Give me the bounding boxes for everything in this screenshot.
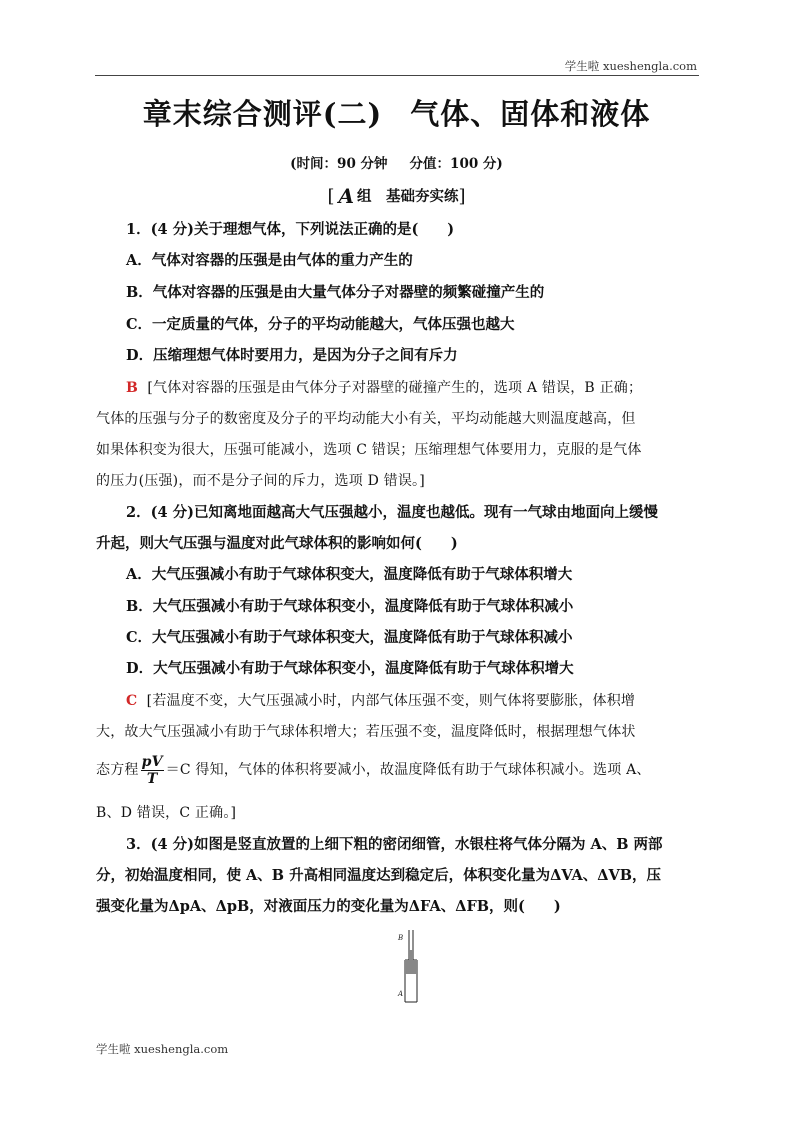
ideal-gas-fraction xyxy=(141,754,164,787)
q2-sol1: [若温度不变，大气压强减小时，内部气体压强不变，则气体将要膨胀，体积增 xyxy=(146,693,636,709)
q2-solution-line1 xyxy=(126,691,730,711)
q2-sol3-post: ＝C 得知，气体的体积将要减小，故温度降低有助于气球体积减小。选项 A、 xyxy=(165,762,651,778)
exam-meta xyxy=(0,152,793,172)
group-badge: A xyxy=(338,184,355,208)
q1-answer: B xyxy=(126,380,139,396)
header-rule xyxy=(95,75,699,76)
q1-solution-line3: 如果体积变为很大，压强可能减小，选项 C 错误；压缩理想气体要用力，克服的是气体 xyxy=(96,442,642,458)
footer-site: 学生啦 xueshengla.com xyxy=(96,1042,229,1056)
q2-option-a: A．大气压强减小有助于气球体积变大，温度降低有助于气球体积增大 xyxy=(126,566,573,583)
q1-stem: 1．(4 分)关于理想气体，下列说法正确的是( ) xyxy=(126,221,455,238)
meta-time: (时间：90 分钟 xyxy=(290,156,388,172)
label-a: A xyxy=(398,990,404,998)
fraction-numerator: pV xyxy=(141,753,163,770)
group-label: 组 基础夯实练 xyxy=(357,188,459,205)
title-part1: 章末综合测评(二) xyxy=(142,97,383,131)
q2-option-c: C．大气压强减小有助于气球体积变大，温度降低有助于气球体积减小 xyxy=(126,629,573,646)
mercury-upper xyxy=(409,950,413,960)
q3-stem-line1: 3．(4 分)如图是竖直放置的上细下粗的密闭细管，水银柱将气体分隔为 A、B 两部 xyxy=(126,836,663,853)
group-bracket-close: ] xyxy=(458,186,466,207)
q2-stem-line1: 2．(4 分)已知离地面越高大气压强越小，温度也越低。现有一气球由地面向上缓慢 xyxy=(126,504,658,521)
tube-diagram xyxy=(395,928,425,1008)
q2-option-b: B．大气压强减小有助于气球体积变小，温度降低有助于气球体积减小 xyxy=(126,598,574,615)
q2-stem-line2: 升起，则大气压强与温度对此气球体积的影响如何( ) xyxy=(96,535,458,552)
q1-solution-line4: 的压力(压强)，而不是分子间的斥力，选项 D 错误。] xyxy=(96,473,425,489)
q3-stem-line2: 分，初始温度相同，使 A、B 升高相同温度达到稳定后，体积变化量为ΔVA、ΔVB，压 xyxy=(96,867,661,884)
q2-sol3-pre: 态方程 xyxy=(96,762,139,778)
title-part2: 气体、固体和液体 xyxy=(410,97,651,131)
label-b: B xyxy=(398,934,404,942)
fraction-denominator: T xyxy=(146,770,158,787)
q2-solution-line4: B、D 错误，C 正确。] xyxy=(96,805,237,821)
q2-solution-line2: 大，故大气压强减小有助于气球体积增大；若压强不变，温度降低时，根据理想气体状 xyxy=(96,724,636,740)
q1-solution-line1 xyxy=(126,378,730,398)
q1-sol1: [气体对容器的压强是由气体分子对器壁的碰撞产生的，选项 A 错误，B 正确； xyxy=(147,380,643,396)
q1-option-b: B．气体对容器的压强是由大量气体分子对器壁的频繁碰撞产生的 xyxy=(126,284,545,301)
header-site: 学生啦 xueshengla.com xyxy=(564,59,697,73)
mercury-lower xyxy=(405,960,417,974)
q2-answer: C xyxy=(126,693,138,709)
q1-solution-line2: 气体的压强与分子的数密度及分子的平均动能大小有关，平均动能越大则温度越高，但 xyxy=(96,411,636,427)
meta-score: 分值：100 分) xyxy=(409,156,503,172)
page-title xyxy=(0,92,793,133)
q2-option-d: D．大气压强减小有助于气球体积变小，温度降低有助于气球体积增大 xyxy=(126,660,574,677)
q1-option-a: A．气体对容器的压强是由气体的重力产生的 xyxy=(126,252,413,269)
group-bracket-open: [ xyxy=(327,186,335,207)
group-heading xyxy=(0,184,793,208)
q2-solution-line3 xyxy=(96,752,700,788)
q1-option-c: C．一定质量的气体，分子的平均动能越大，气体压强也越大 xyxy=(126,316,515,333)
q3-stem-line3: 强变化量为ΔpA、ΔpB，对液面压力的变化量为ΔFA、ΔFB，则( ) xyxy=(96,898,561,915)
q1-option-d: D．压缩理想气体时要用力，是因为分子之间有斥力 xyxy=(126,347,458,364)
